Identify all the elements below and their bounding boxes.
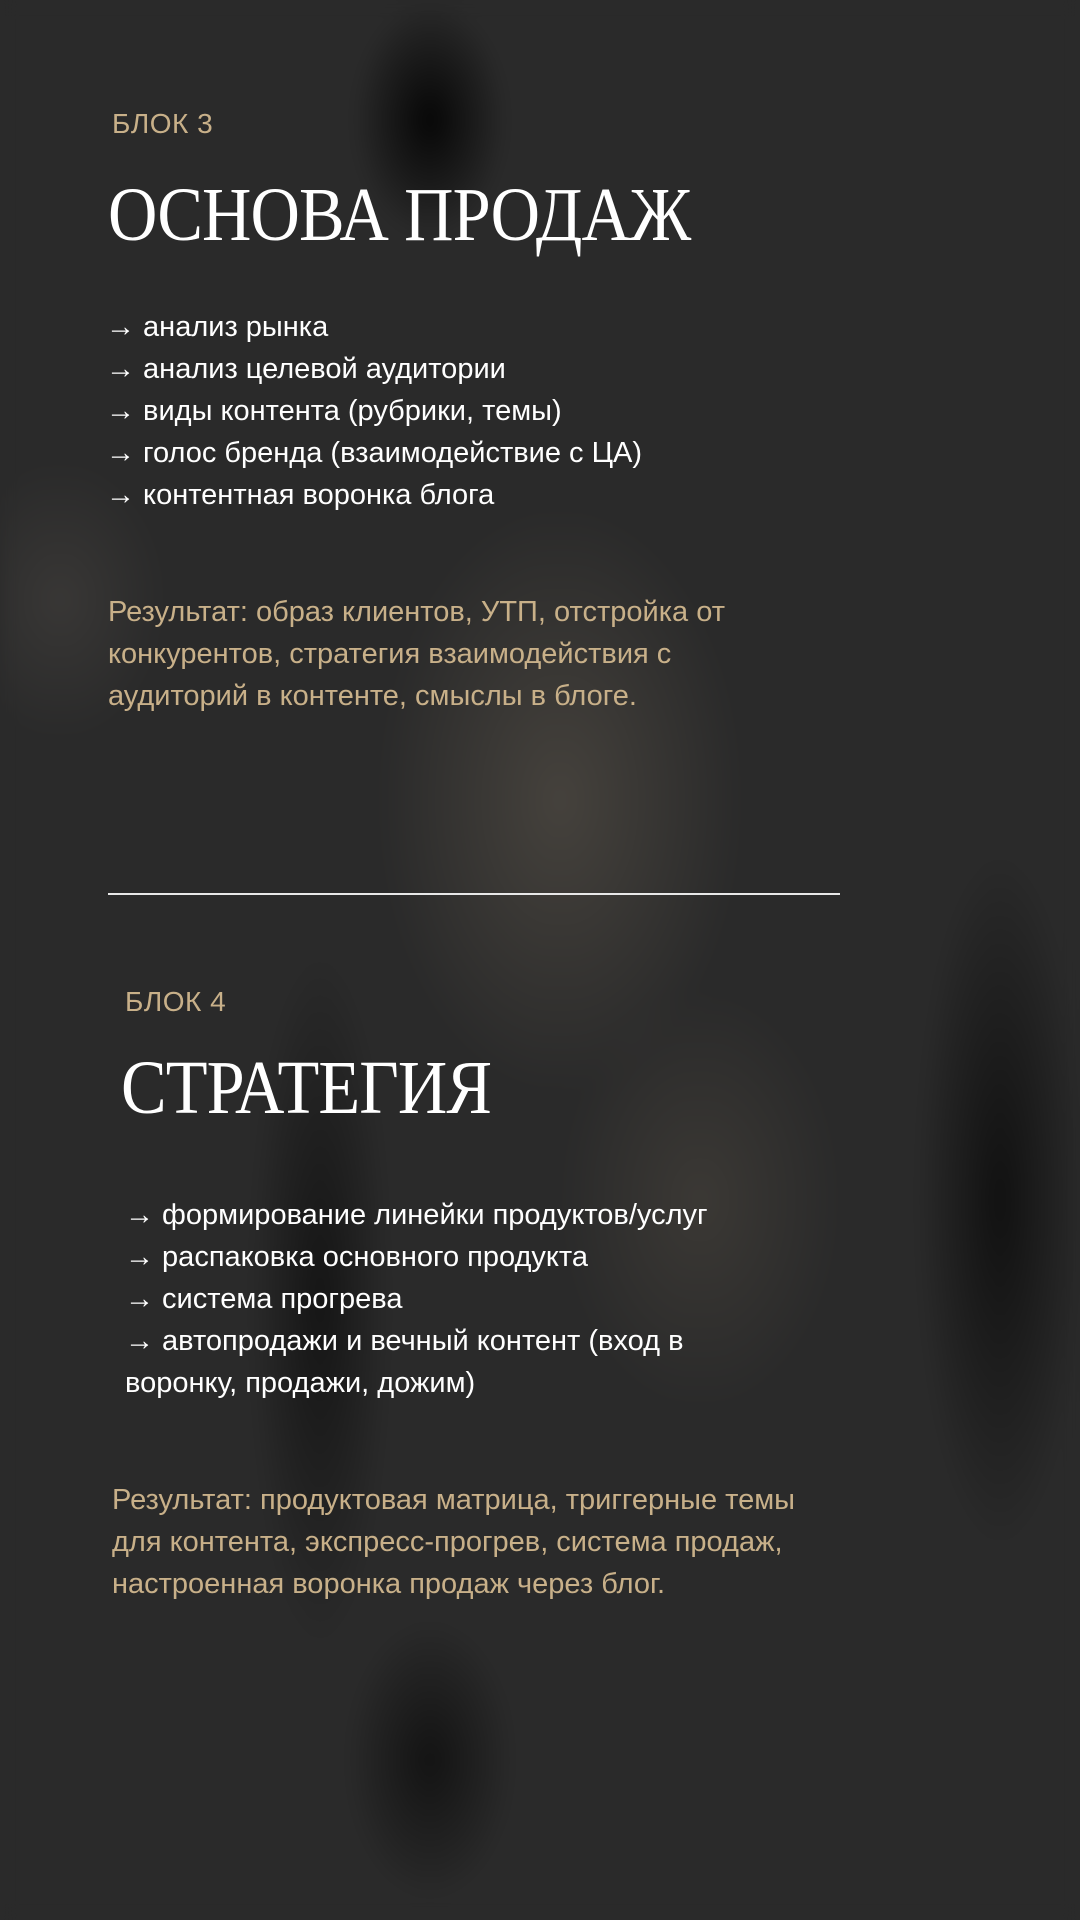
result-line: конкурентов, стратегия взаимодействия с — [108, 638, 672, 670]
list-item: → анализ рынка — [106, 311, 329, 343]
result-line: Результат: образ клиентов, УТП, отстройка от — [108, 596, 725, 628]
section-divider — [108, 893, 840, 895]
list-item: → система прогрева — [125, 1283, 403, 1315]
result-line: настроенная воронка продаж через блог. — [112, 1568, 666, 1600]
block3-label: БЛОК 3 — [112, 108, 214, 139]
list-item: → голос бренда (взаимодействие с ЦА) — [106, 437, 643, 469]
result-line: аудиторий в контенте, смыслы в блоге. — [108, 680, 637, 712]
list-item: → распаковка основного продукта — [125, 1241, 588, 1273]
result-line: Результат: продуктовая матрица, триггерные темы — [112, 1484, 796, 1516]
list-item: → формирование линейки продуктов/услуг — [125, 1199, 708, 1231]
list-item: → анализ целевой аудитории — [106, 353, 506, 385]
list-item: → автопродажи и вечный контент (вход в — [125, 1325, 684, 1357]
list-item: → виды контента (рубрики, темы) — [106, 395, 562, 427]
result-line: для контента, экспресс-прогрев, система продаж, — [112, 1526, 783, 1558]
list-item: воронку, продажи, дожим) — [125, 1367, 476, 1399]
block4-result — [112, 1479, 795, 1605]
block3-result — [108, 591, 725, 717]
block3-list — [106, 306, 642, 516]
block3-title: ОСНОВА ПРОДАЖ — [108, 173, 691, 257]
block4-label: БЛОК 4 — [125, 986, 227, 1017]
block4-list — [125, 1194, 708, 1404]
block4-title: СТРАТЕГИЯ — [121, 1046, 492, 1130]
list-item: → контентная воронка блога — [106, 479, 495, 511]
